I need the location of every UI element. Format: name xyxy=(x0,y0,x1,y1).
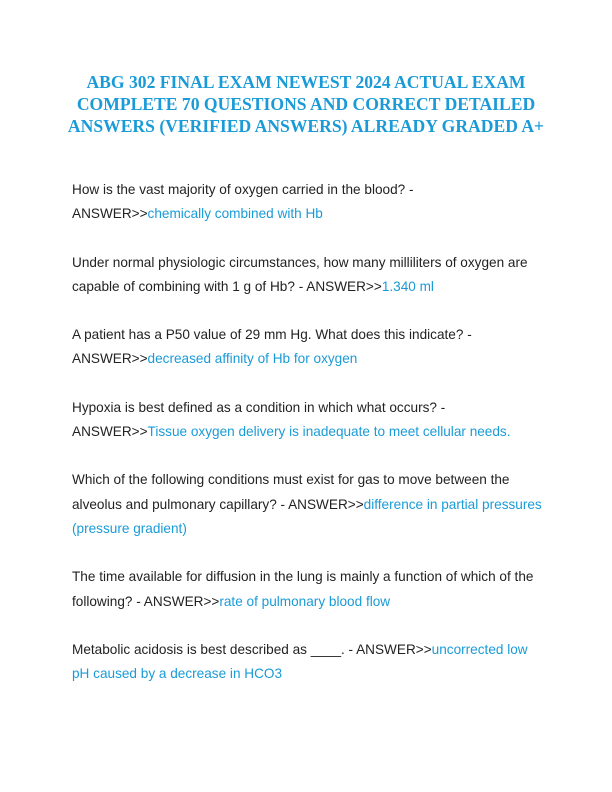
question-text: Under normal physiologic circumstances, how many milliliters of oxygen are capable of combining with 1 g of Hb? xyxy=(72,254,528,294)
answer-text: 1.340 ml xyxy=(381,278,434,294)
answer-marker: - ANSWER>> xyxy=(72,399,446,440)
answer-marker: - ANSWER>> xyxy=(132,593,220,609)
answer-marker: - ANSWER>> xyxy=(72,182,414,222)
question-text: Hypoxia is best defined as a condition in which what occurs? xyxy=(72,399,437,415)
answer-text: decreased affinity of Hb for oxygen xyxy=(147,351,358,367)
answer-marker: - ANSWER>> xyxy=(294,278,382,294)
question-text: The time available for diffusion in the lung is mainly a function of which of the following? xyxy=(72,569,534,609)
answer-text: Tissue oxygen delivery is inadequate to meet cellular needs. xyxy=(147,424,511,440)
answer-marker: - ANSWER>> xyxy=(276,496,364,512)
question-text: A patient has a P50 value of 29 mm Hg. What does this indicate? xyxy=(72,327,464,343)
qa-item xyxy=(72,323,542,372)
qa-item xyxy=(72,468,542,541)
answer-text: chemically combined with Hb xyxy=(147,206,323,222)
qa-item xyxy=(72,396,542,445)
answer-marker: - ANSWER>> xyxy=(344,641,432,657)
answer-text: rate of pulmonary blood flow xyxy=(219,593,391,609)
qa-item xyxy=(72,251,542,300)
answer-marker: - ANSWER>> xyxy=(72,327,472,367)
document-title: ABG 302 FINAL EXAM NEWEST 2024 ACTUAL EXAM COMPLETE 70 QUESTIONS AND CORRECT DETAILED ANSWERS (VERIFIED ANSWERS) ALREADY GRADED A+ xyxy=(67,72,545,136)
answer-text: uncorrected low pH caused by a decrease in HCO3 xyxy=(72,641,528,682)
qa-item xyxy=(72,565,542,614)
question-text: How is the vast majority of oxygen carried in the blood? xyxy=(72,182,406,197)
qa-item xyxy=(72,178,542,227)
qa-list xyxy=(72,178,542,710)
qa-item xyxy=(72,638,542,687)
question-text: Which of the following conditions must exist for gas to move between the alveolus and pulmonary capillary? xyxy=(72,472,510,512)
question-text: Metabolic acidosis is best described as ____. xyxy=(72,641,345,657)
answer-text: difference in partial pressures (pressure gradient) xyxy=(72,496,542,536)
